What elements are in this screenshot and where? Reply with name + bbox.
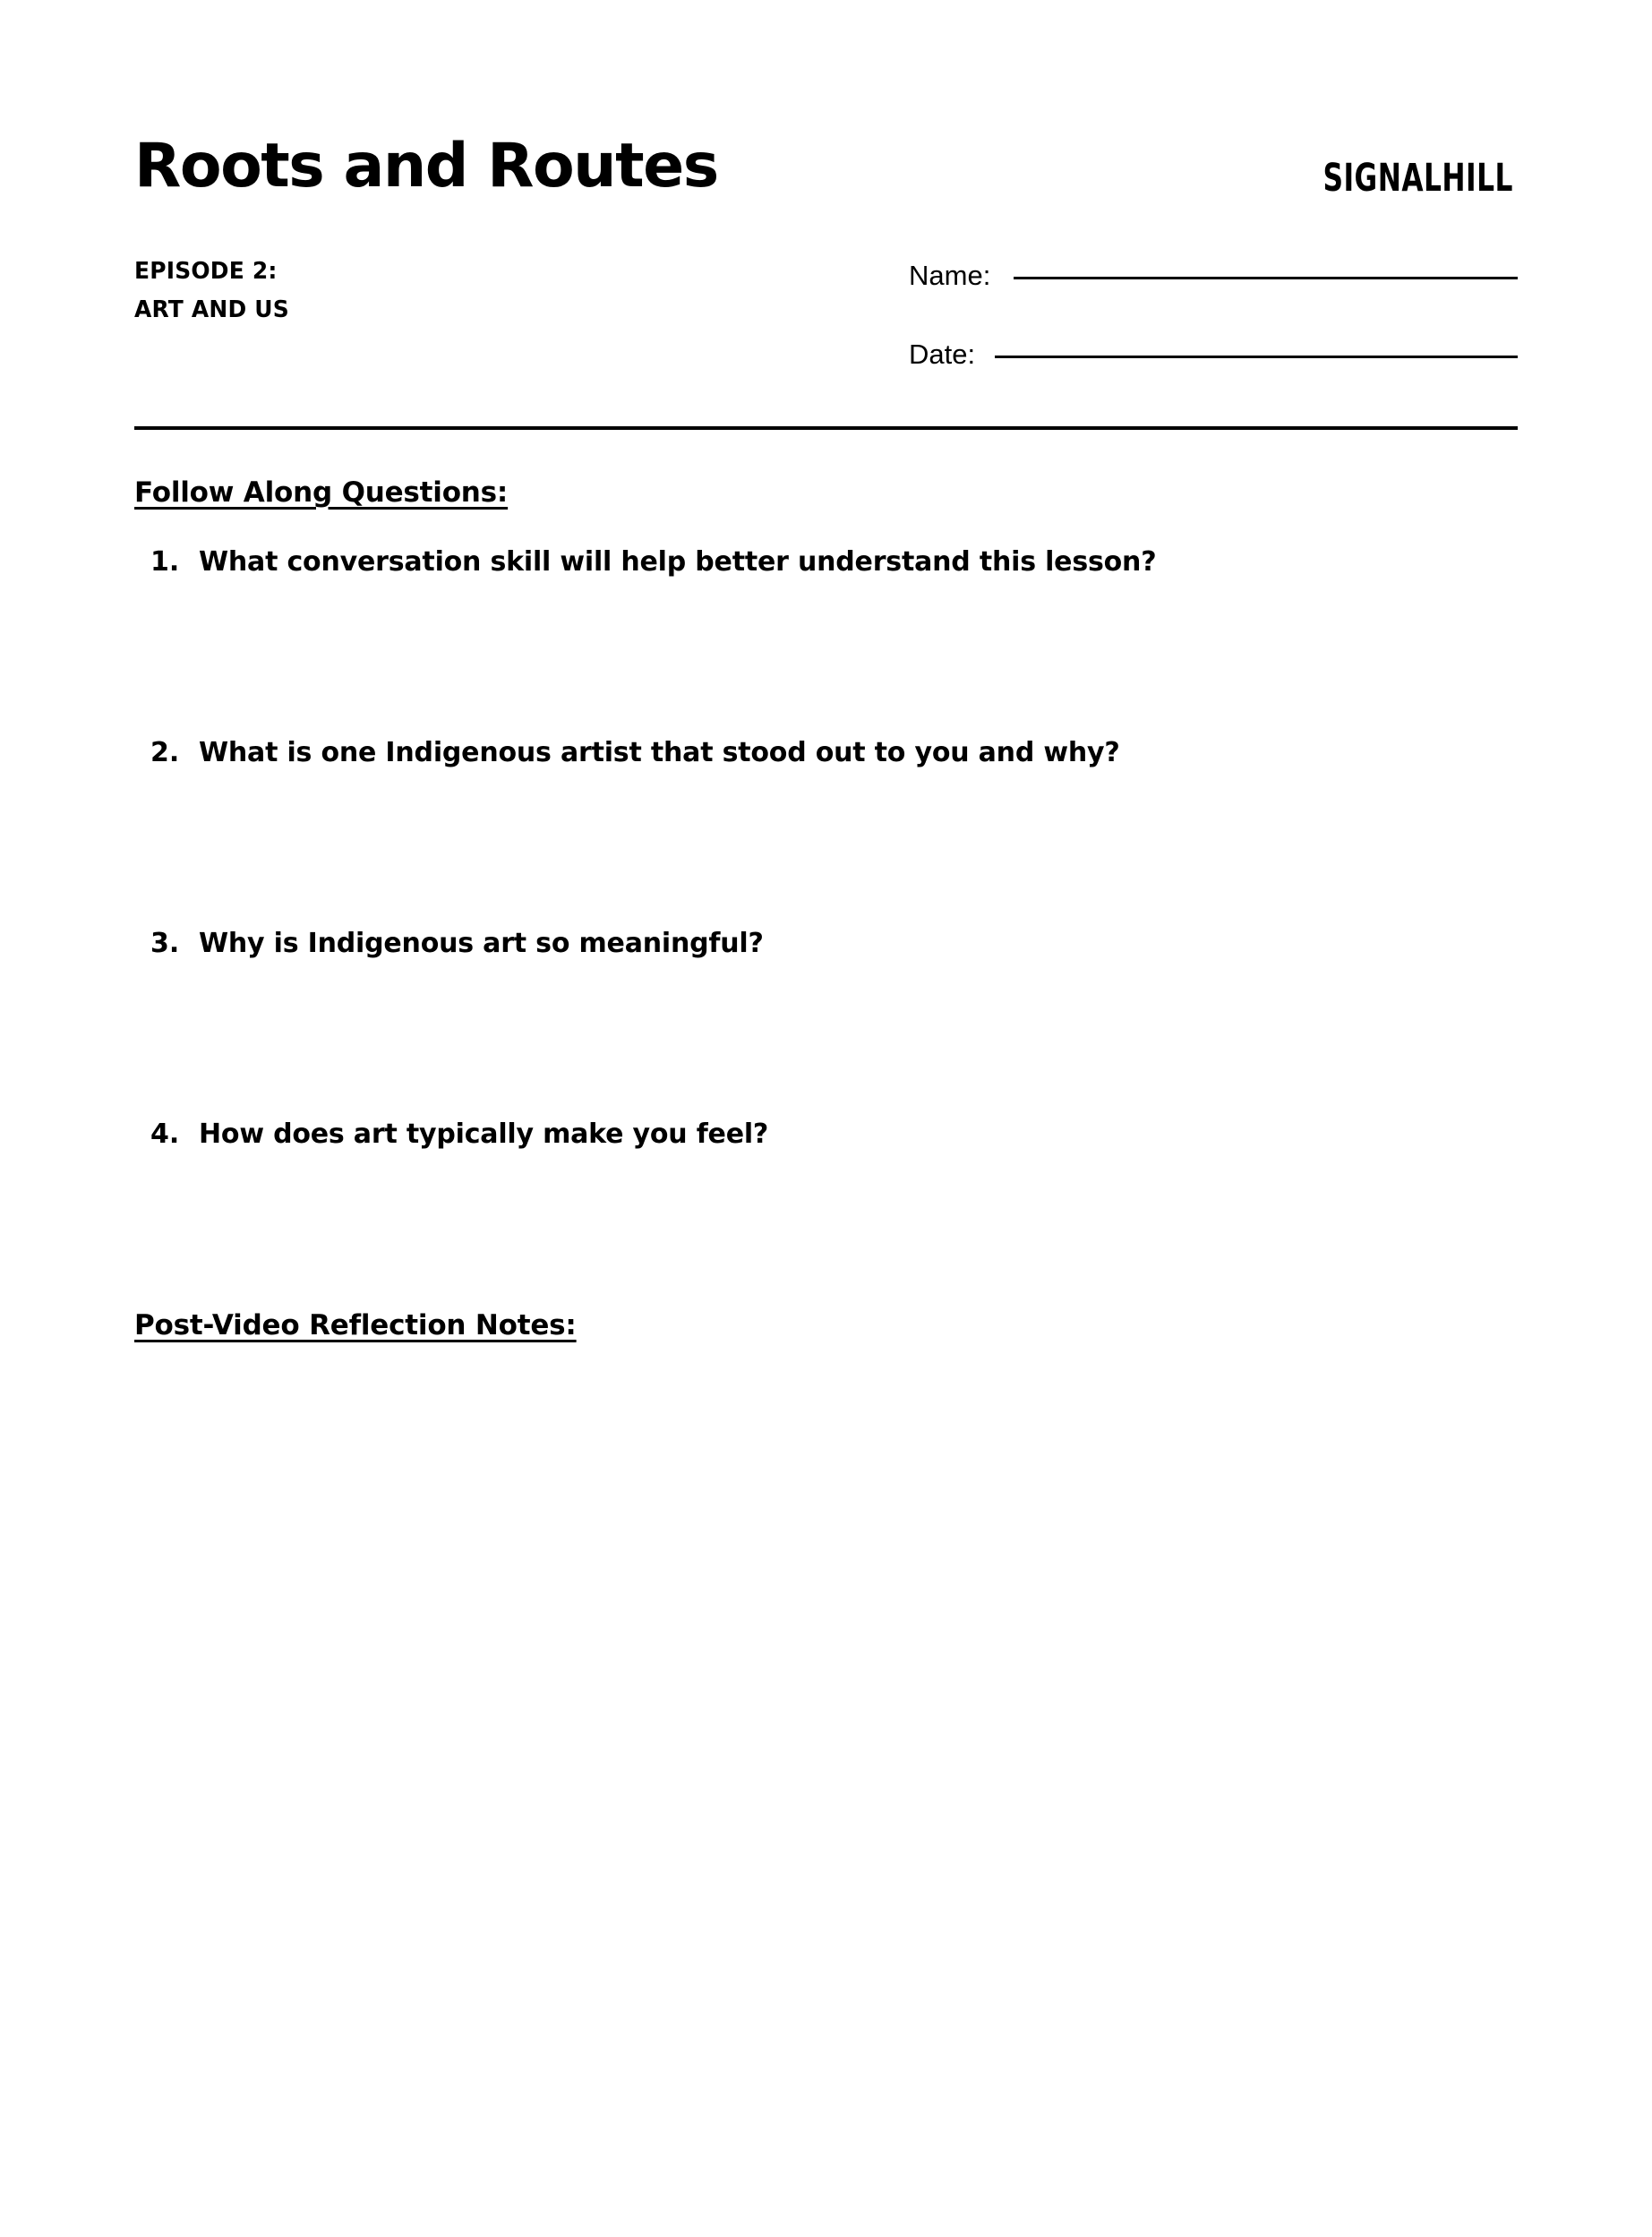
date-label: Date:: [909, 339, 976, 370]
name-label: Name:: [909, 260, 991, 291]
header-divider: [134, 426, 1518, 430]
date-input[interactable]: [995, 355, 1518, 358]
question-text: What conversation skill will help better understand this lesson?: [199, 546, 1157, 578]
follow-along-questions-heading: Follow Along Questions:: [134, 476, 509, 509]
episode-label: EPISODE 2:: [134, 258, 278, 285]
meta-row: [134, 253, 1518, 417]
question-text: How does art typically make you feel?: [199, 1118, 769, 1150]
name-input[interactable]: [1014, 276, 1518, 279]
question-number: 4.: [150, 1118, 180, 1150]
question-text: What is one Indigenous artist that stood out to you and why?: [199, 737, 1120, 768]
page-content: [134, 0, 1518, 2237]
reflection-answer-area[interactable]: [134, 1341, 1518, 2237]
question-number: 1.: [150, 546, 180, 578]
date-field-row: [909, 339, 1518, 371]
list-item: [134, 928, 1518, 959]
page-title: Roots and Routes: [134, 131, 718, 201]
question-text: Why is Indigenous art so meaningful?: [199, 928, 764, 959]
document-header: [134, 0, 1518, 201]
question-number: 3.: [150, 928, 180, 959]
list-item: [134, 546, 1518, 578]
name-field-row: [909, 260, 1518, 292]
signalhill-logo: SIGNALHILL: [1322, 156, 1513, 201]
questions-list: [134, 546, 1518, 1150]
student-fields: [909, 253, 1518, 417]
episode-title: ART AND US: [134, 296, 289, 323]
post-video-reflection-heading: Post-Video Reflection Notes:: [134, 1309, 577, 1341]
list-item: [134, 1118, 1518, 1150]
list-item: [134, 737, 1518, 768]
question-number: 2.: [150, 737, 180, 768]
episode-block: [134, 253, 289, 330]
